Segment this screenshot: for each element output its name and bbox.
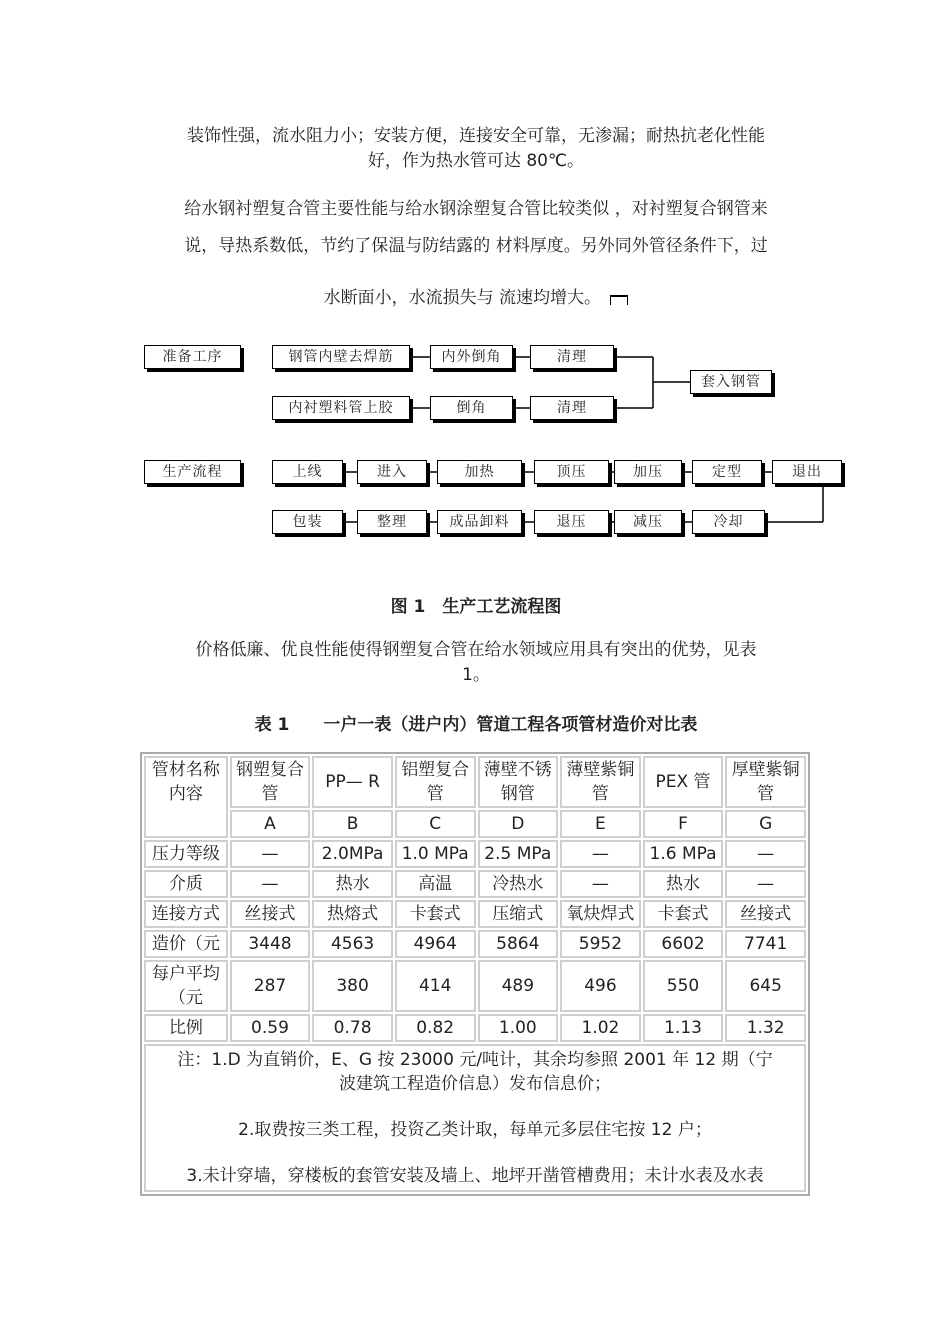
prep-step-6: 清理: [530, 396, 614, 420]
table-cell: 0.78: [312, 1014, 393, 1042]
table-cell: 496: [560, 960, 641, 1012]
row-label: [144, 1014, 228, 1042]
prod-step-6: 定型: [692, 460, 762, 484]
paragraph2-line-1: 给水钢衬塑复合管主要性能与给水钢涂塑复合管比较类似 ，对衬塑复合钢管来: [184, 199, 768, 219]
prod-step-1: 上线: [272, 460, 343, 484]
code-cell: E: [560, 810, 641, 838]
prep-step-1: 钢管内壁去焊筋: [272, 345, 410, 369]
table-cell: 645: [725, 960, 806, 1012]
paragraph3-line-1: 价格低廉、优良性能使得钢塑复合管在给水领域应用具有突出的优势，见表: [195, 640, 757, 660]
row-label-line: 压力等级: [151, 844, 220, 864]
corner-line-2: 内容: [168, 784, 203, 804]
row-label: [144, 870, 228, 898]
table-cell: 卡套式: [643, 900, 724, 928]
table-cell: 414: [395, 960, 476, 1012]
table-cell: —: [560, 840, 641, 868]
table-row: [144, 1014, 806, 1042]
table-cell: 0.59: [230, 1014, 311, 1042]
code-cell: B: [312, 810, 393, 838]
prod-step-8: 包装: [272, 510, 343, 534]
table-cell: 2.0MPa: [312, 840, 393, 868]
prod-step-12: 减压: [614, 510, 682, 534]
table-cell: 6602: [643, 930, 724, 958]
code-cell: G: [725, 810, 806, 838]
table-cell: 1.00: [478, 1014, 559, 1042]
prod-step-10: 成品卸料: [437, 510, 522, 534]
row-label-line: （元: [168, 988, 203, 1008]
table-cell: 1.6 MPa: [643, 840, 724, 868]
table-cell: 丝接式: [230, 900, 311, 928]
table-cell: 压缩式: [478, 900, 559, 928]
material-e: 薄壁紫铜 管: [560, 756, 641, 808]
table-cell: 4964: [395, 930, 476, 958]
material-b: PP— R: [312, 756, 393, 808]
row-label-line: 造价（元: [151, 934, 220, 954]
table-cell: —: [230, 840, 311, 868]
table-cell: 热水: [312, 870, 393, 898]
table-cell: 5864: [478, 930, 559, 958]
table-cell: —: [560, 870, 641, 898]
prod-step-11: 退压: [534, 510, 609, 534]
table-cell: 1.32: [725, 1014, 806, 1042]
table-cell: 热熔式: [312, 900, 393, 928]
prod-step-4: 顶压: [534, 460, 609, 484]
prod-step-3: 加热: [437, 460, 522, 484]
row-label: [144, 960, 228, 1012]
table-cell: 氧炔焊式: [560, 900, 641, 928]
table-cell: 0.82: [395, 1014, 476, 1042]
prep-step-4: 内衬塑料管上胶: [272, 396, 410, 420]
prod-step-9: 整理: [357, 510, 427, 534]
table-cell: 489: [478, 960, 559, 1012]
row-label-line: 连接方式: [151, 904, 220, 924]
prod-step-13: 冷却: [692, 510, 765, 534]
table-cell: —: [230, 870, 311, 898]
table-header-row: [144, 756, 806, 808]
table-cell: 2.5 MPa: [478, 840, 559, 868]
material-f: PEX 管: [643, 756, 724, 808]
table-row: [144, 960, 806, 1012]
row-label-line: 介质: [168, 874, 203, 894]
intro-line-2: 好，作为热水管可达 80℃。: [367, 151, 585, 171]
table-cell: 热水: [643, 870, 724, 898]
table-cell: 1.02: [560, 1014, 641, 1042]
row-label: [144, 930, 228, 958]
note-line-1: 注：1.D 为直销价，E、G 按 23000 元/吨计，其余均参照 2001 年 12 期（宁: [177, 1050, 773, 1070]
table-caption: 表 1 一户一表（进户内）管道工程各项管材造价对比表: [254, 715, 698, 735]
table-code-row: [144, 810, 806, 838]
prep-step-5: 倒角: [430, 396, 513, 420]
material-c: 铝塑复合 管: [395, 756, 476, 808]
table-row: [144, 840, 806, 868]
table-cell: 287: [230, 960, 311, 1012]
code-cell: C: [395, 810, 476, 838]
table-cell: 高温: [395, 870, 476, 898]
table-cell: 380: [312, 960, 393, 1012]
intro-line-1: 装饰性强，流水阻力小；安装方便，连接安全可靠，无渗漏；耐热抗老化性能: [187, 126, 765, 146]
code-cell: A: [230, 810, 311, 838]
table-notes-row: [144, 1044, 806, 1192]
code-cell: D: [478, 810, 559, 838]
table-cell: 1.13: [643, 1014, 724, 1042]
note-line-3: 2.取费按三类工程，投资乙类计取，每单元多层住宅按 12 户；: [238, 1120, 712, 1140]
table-cell: 3448: [230, 930, 311, 958]
figure-caption: 图 1 生产工艺流程图: [390, 597, 562, 617]
material-g: 厚壁紫铜 管: [725, 756, 806, 808]
table-cell: 4563: [312, 930, 393, 958]
row-label-line: 比例: [168, 1018, 203, 1038]
prod-step-2: 进入: [357, 460, 427, 484]
table-row: [144, 900, 806, 928]
corner-line-1: 管材名称: [151, 760, 220, 780]
prod-step-5: 加压: [614, 460, 682, 484]
row-label: [144, 900, 228, 928]
table-notes: [144, 1044, 806, 1192]
row-label: [144, 840, 228, 868]
table-cell: —: [725, 870, 806, 898]
table-cell: 卡套式: [395, 900, 476, 928]
prep-label-box: 准备工序: [144, 345, 241, 369]
code-cell: F: [643, 810, 724, 838]
material-d: 薄壁不锈 钢管: [478, 756, 559, 808]
cost-comparison-table: [140, 752, 810, 1196]
note-line-4: 3.未计穿墙，穿楼板的套管安装及墙上、地坪开凿管槽费用；未计水表及水表: [186, 1166, 764, 1186]
table-cell: 5952: [560, 930, 641, 958]
paragraph3-line-2: 1。: [462, 665, 490, 685]
corner-cell: [144, 756, 228, 838]
table-cell: 550: [643, 960, 724, 1012]
paragraph2-line-2: 说，导热系数低，节约了保温与防结露的 材料厚度。另外同外管径条件下，过: [184, 236, 768, 256]
table-cell: 1.0 MPa: [395, 840, 476, 868]
table-body: [144, 840, 806, 1042]
row-label-line: 每户平均: [151, 964, 220, 984]
table-cell: 7741: [725, 930, 806, 958]
note-line-2: 波建筑工程造价信息）发布信息价；: [339, 1074, 611, 1094]
table-cell: —: [725, 840, 806, 868]
prod-label-box: 生产流程: [144, 460, 241, 484]
table-row: [144, 870, 806, 898]
paragraph2-line-3-text: 水断面小，水流损失与 流速均增大。: [323, 288, 601, 308]
table-row: [144, 930, 806, 958]
material-a: 钢塑复合 管: [230, 756, 311, 808]
prep-result-box: 套入钢管: [690, 370, 772, 394]
prod-step-7: 退出: [772, 460, 842, 484]
prep-step-2: 内外倒角: [430, 345, 513, 369]
table-cell: 丝接式: [725, 900, 806, 928]
prep-step-3: 清理: [530, 345, 614, 369]
table-cell: 冷热水: [478, 870, 559, 898]
